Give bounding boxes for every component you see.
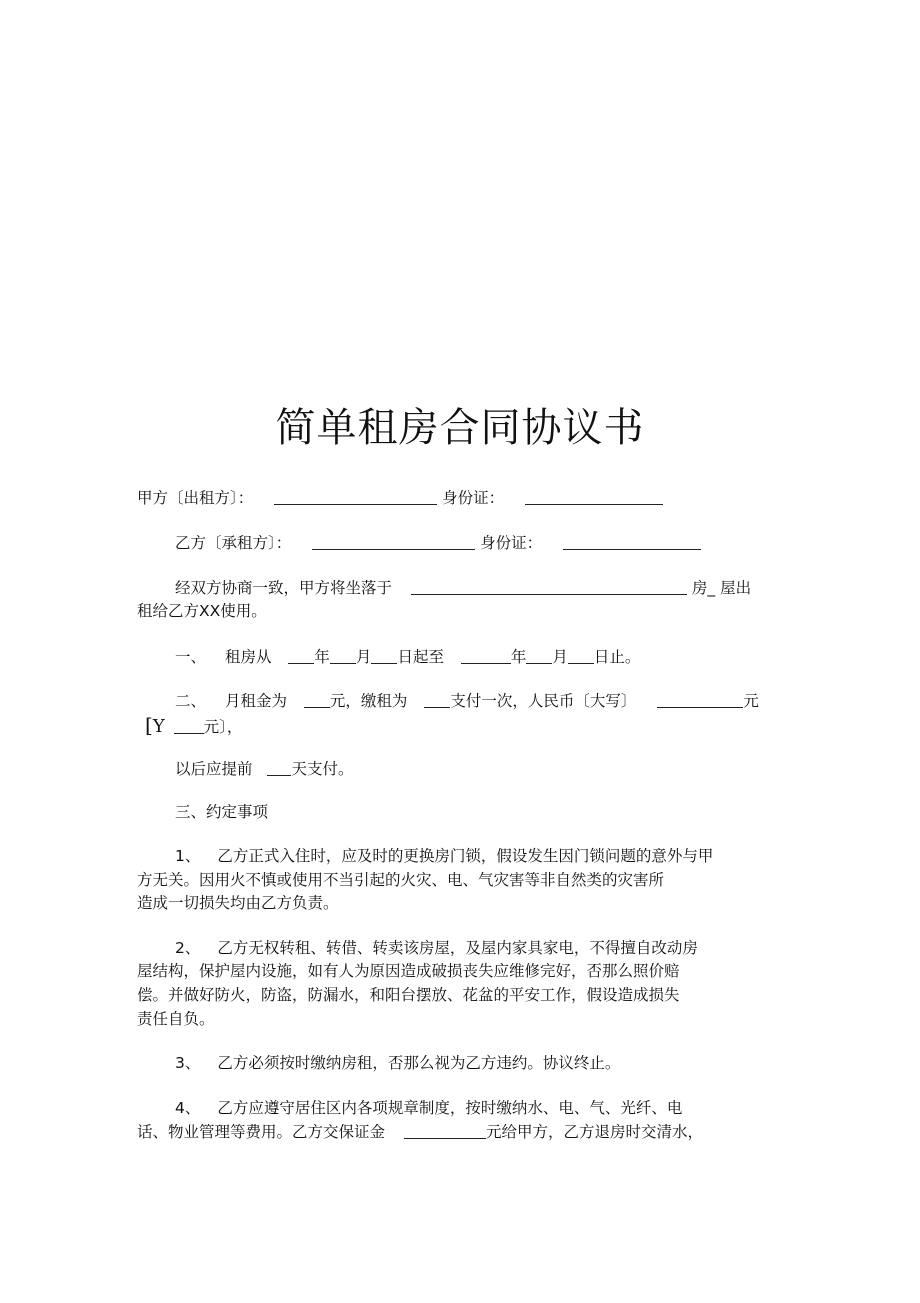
item-3-line-1 <box>175 1051 620 1075</box>
item-4-text-2a: 话、物业管理等费用。乙方交保证金 <box>137 1123 386 1141</box>
item-3-text-1: 乙方必须按时缴纳房租，否那么视为乙方违约。协议终止。 <box>217 1054 621 1072</box>
amount-uppercase-blank <box>657 690 743 708</box>
end-month-blank <box>526 646 552 664</box>
intro-text-b: 房_ 屋出 <box>691 579 752 597</box>
item-1-line-3: 造成一切损失均由乙方负责。 <box>137 894 339 912</box>
end-year-blank <box>461 646 511 664</box>
deposit-amount-blank <box>404 1121 486 1139</box>
party-b-id-label: 身份证： <box>480 534 543 552</box>
item-2-line-2: 屋结构，保护屋内设施，如有人为原因造成破损丧失应维修完好，否那么照价赔 <box>137 962 680 980</box>
property-address-blank <box>411 577 687 595</box>
item-1-line-1 <box>175 844 713 868</box>
start-year-label: 年 <box>314 648 330 666</box>
intro-text-a: 经双方协商一致，甲方将坐落于 <box>175 579 393 597</box>
start-day-label: 日起至 <box>397 648 444 666</box>
party-b-id-blank <box>563 532 701 550</box>
intro-line-1 <box>175 576 751 600</box>
open-bracket: [ <box>145 713 153 737</box>
clause-2-rmb-text: 支付一次，人民币〔大写〕 <box>450 692 637 710</box>
prepay-days-blank <box>267 758 291 776</box>
clause-1-text: 租房从 <box>224 648 272 666</box>
clause-2-payment-text: 元，缴租为 <box>329 692 408 710</box>
item-2-line-1 <box>175 936 698 960</box>
item-4-number: 4、 <box>175 1099 201 1117</box>
start-year-blank <box>288 646 314 664</box>
payment-period-blank <box>424 690 450 708</box>
party-a-name-blank <box>274 487 437 505</box>
party-b-label: 乙方〔承租方〕： <box>175 534 292 552</box>
start-month-label: 月 <box>355 648 372 666</box>
end-day-label: 日止。 <box>593 648 641 666</box>
start-day-blank <box>371 646 397 664</box>
monthly-rent-blank <box>304 690 330 708</box>
party-a-line <box>137 486 663 510</box>
clause-2-yuan-close: 元〕， <box>203 718 243 736</box>
item-2-number: 2、 <box>175 939 201 957</box>
clause-1-line <box>175 645 640 669</box>
clause-2-yuan: 元 <box>743 692 759 710</box>
item-4-text-1: 乙方应遵守居住区内各项规章制度，按时缴纳水、电、气、光纤、电 <box>217 1099 683 1117</box>
clause-2-line-2 <box>145 713 242 739</box>
party-a-id-label: 身份证： <box>442 489 505 507</box>
clause-1-number: 一、 <box>175 648 207 666</box>
party-b-name-blank <box>312 532 475 550</box>
document-title: 简单租房合同协议书 <box>275 405 645 451</box>
end-year-label: 年 <box>510 648 527 666</box>
party-b-line <box>175 531 701 555</box>
end-day-blank <box>568 646 594 664</box>
prepay-text-b: 天支付。 <box>291 760 354 778</box>
clause-2-rent-text: 月租金为 <box>224 692 287 710</box>
item-3-number: 3、 <box>175 1054 201 1072</box>
item-2-line-3: 偿。并做好防火，防盗，防漏水，和阳台摆放、花盆的平安工作，假设造成损失 <box>137 986 680 1004</box>
yen-label: Y <box>152 716 165 737</box>
item-2-text-1: 乙方无权转租、转借、转卖该房屋，及屋内家具家电，不得擅自改动房 <box>217 939 698 957</box>
item-1-text-1: 乙方正式入住时，应及时的更换房门锁，假设发生因门锁问题的意外与甲 <box>217 847 714 865</box>
clause-2-line-1 <box>175 689 759 713</box>
item-1-line-2: 方无关。因用火不慎或使用不当引起的火灾、电、气灾害等非自然类的灾害所 <box>137 871 665 889</box>
clause-2-number: 二、 <box>175 692 207 710</box>
intro-line-2: 租给乙方XX使用。 <box>137 602 267 620</box>
prepay-text-a: 以后应提前 <box>175 760 253 778</box>
section-3-heading: 三、约定事项 <box>175 803 269 821</box>
party-a-label: 甲方〔出租方〕： <box>137 489 254 507</box>
item-4-text-2b: 元给甲方，乙方退房时交清水， <box>485 1123 703 1141</box>
end-month-label: 月 <box>552 648 568 666</box>
amount-number-blank <box>174 716 204 734</box>
item-1-number: 1、 <box>175 847 201 865</box>
item-4-line-1 <box>175 1096 682 1120</box>
item-4-line-2 <box>137 1120 703 1144</box>
start-month-blank <box>330 646 356 664</box>
party-a-id-blank <box>525 487 663 505</box>
prepay-line <box>175 757 353 781</box>
item-2-line-4: 责任自负。 <box>137 1010 215 1028</box>
